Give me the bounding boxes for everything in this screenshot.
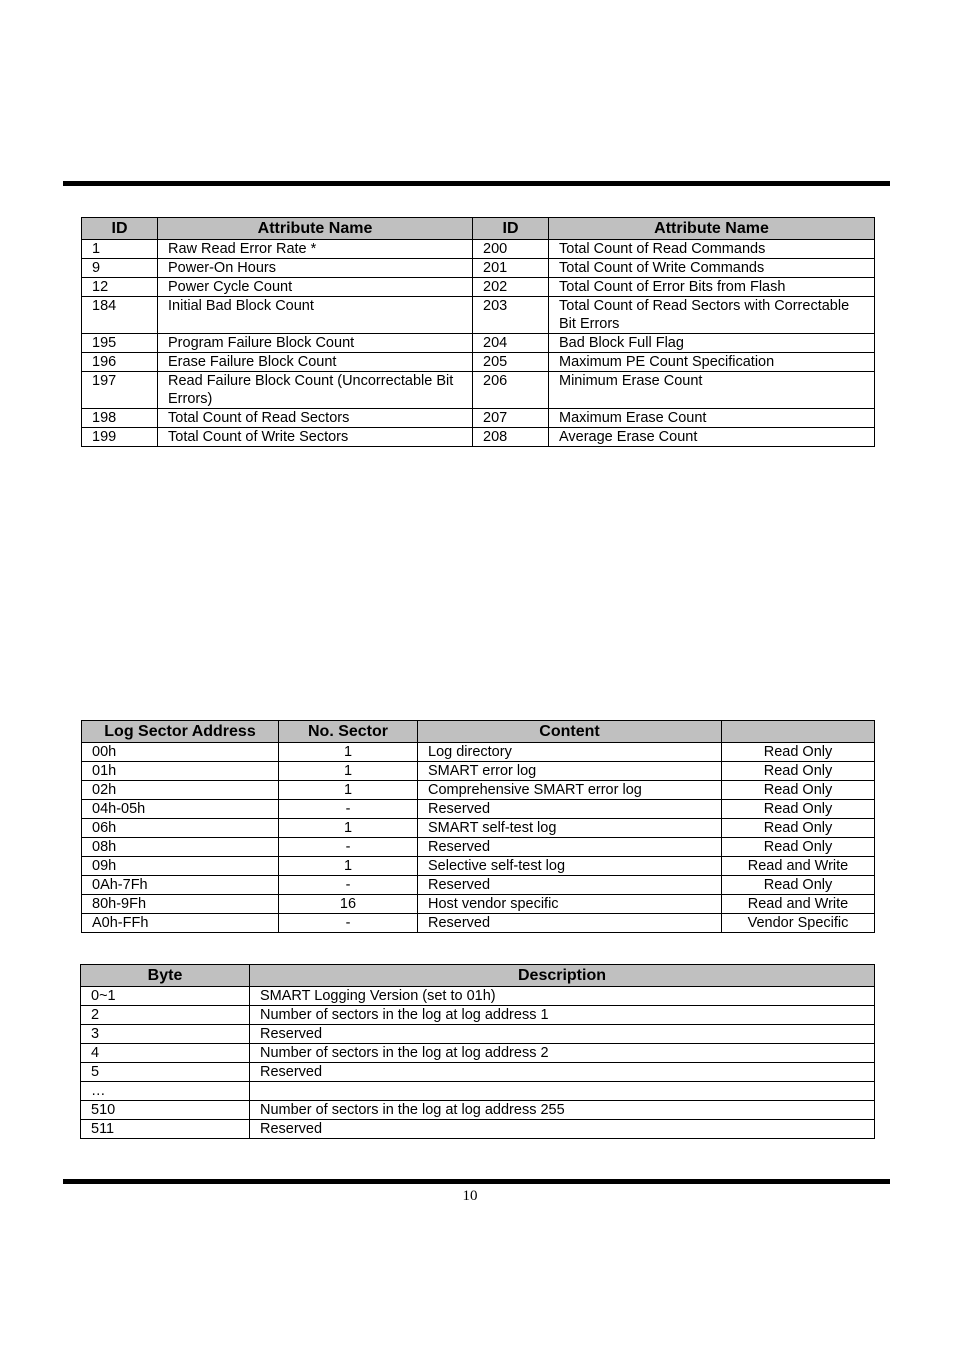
table-row <box>82 259 875 278</box>
cell-log-address: 80h-9Fh <box>82 895 279 914</box>
cell-content: Reserved <box>418 914 722 933</box>
cell-log-address: 02h <box>82 781 279 800</box>
cell-name: Maximum Erase Count <box>549 409 875 428</box>
table-row <box>81 1044 875 1063</box>
cell-log-address: 08h <box>82 838 279 857</box>
cell-no-sector: 1 <box>279 781 418 800</box>
table-row <box>82 353 875 372</box>
table-row <box>81 987 875 1006</box>
cell-name: Total Count of Read Sectors with Correctable Bit Errors <box>549 297 875 334</box>
cell-name: Average Erase Count <box>549 428 875 447</box>
cell-no-sector: 1 <box>279 819 418 838</box>
table-row <box>82 278 875 297</box>
log-address-table <box>81 720 875 933</box>
header-byte: Byte <box>81 965 250 987</box>
cell-byte: 2 <box>81 1006 250 1025</box>
cell-description: Number of sectors in the log at log address 1 <box>250 1006 875 1025</box>
log-directory-table <box>80 964 875 1139</box>
cell-no-sector: 16 <box>279 895 418 914</box>
cell-description: Number of sectors in the log at log address 255 <box>250 1101 875 1120</box>
cell-id: 12 <box>82 278 158 297</box>
cell-content: Reserved <box>418 800 722 819</box>
cell-id: 198 <box>82 409 158 428</box>
table-row <box>82 372 875 409</box>
table-row <box>81 1025 875 1044</box>
cell-log-address: 0Ah-7Fh <box>82 876 279 895</box>
table-row <box>82 240 875 259</box>
cell-name: Initial Bad Block Count <box>158 297 473 334</box>
cell-access: Read Only <box>722 800 875 819</box>
header-attribute-name: Attribute Name <box>158 218 473 240</box>
table-row <box>81 1063 875 1082</box>
header-content: Content <box>418 721 722 743</box>
table-row <box>82 743 875 762</box>
cell-no-sector: - <box>279 838 418 857</box>
cell-name: Total Count of Error Bits from Flash <box>549 278 875 297</box>
cell-id: 201 <box>473 259 549 278</box>
cell-content: Reserved <box>418 838 722 857</box>
attributes-table <box>81 217 875 447</box>
cell-id: 205 <box>473 353 549 372</box>
cell-byte: 4 <box>81 1044 250 1063</box>
cell-access: Read Only <box>722 838 875 857</box>
header-description: Description <box>250 965 875 987</box>
cell-name: Bad Block Full Flag <box>549 334 875 353</box>
cell-access: Read and Write <box>722 857 875 876</box>
cell-no-sector: - <box>279 876 418 895</box>
cell-content: Reserved <box>418 876 722 895</box>
table-row <box>82 428 875 447</box>
cell-access: Read Only <box>722 781 875 800</box>
header-attribute-name: Attribute Name <box>549 218 875 240</box>
cell-log-address: 09h <box>82 857 279 876</box>
cell-no-sector: - <box>279 800 418 819</box>
cell-no-sector: 1 <box>279 743 418 762</box>
cell-no-sector: 1 <box>279 857 418 876</box>
cell-name: Read Failure Block Count (Uncorrectable Bit Errors) <box>158 372 473 409</box>
table-row <box>82 800 875 819</box>
cell-name: Total Count of Write Commands <box>549 259 875 278</box>
table-row <box>82 297 875 334</box>
cell-id: 204 <box>473 334 549 353</box>
table-row <box>82 857 875 876</box>
cell-content: Log directory <box>418 743 722 762</box>
cell-no-sector: 1 <box>279 762 418 781</box>
cell-name: Total Count of Write Sectors <box>158 428 473 447</box>
cell-access: Read Only <box>722 762 875 781</box>
cell-description: Reserved <box>250 1063 875 1082</box>
cell-name: Total Count of Read Commands <box>549 240 875 259</box>
cell-id: 200 <box>473 240 549 259</box>
table-row <box>82 334 875 353</box>
table-row <box>82 409 875 428</box>
table-row <box>81 1101 875 1120</box>
cell-access: Vendor Specific <box>722 914 875 933</box>
cell-log-address: 00h <box>82 743 279 762</box>
cell-id: 203 <box>473 297 549 334</box>
table-row <box>81 1006 875 1025</box>
cell-byte: … <box>81 1082 250 1101</box>
table-row <box>82 895 875 914</box>
cell-name: Maximum PE Count Specification <box>549 353 875 372</box>
table-row <box>82 819 875 838</box>
header-id: ID <box>82 218 158 240</box>
table-row <box>82 838 875 857</box>
header-id: ID <box>473 218 549 240</box>
cell-id: 9 <box>82 259 158 278</box>
cell-log-address: 04h-05h <box>82 800 279 819</box>
cell-access: Read Only <box>722 876 875 895</box>
cell-id: 197 <box>82 372 158 409</box>
cell-no-sector: - <box>279 914 418 933</box>
cell-id: 184 <box>82 297 158 334</box>
cell-id: 195 <box>82 334 158 353</box>
cell-log-address: A0h-FFh <box>82 914 279 933</box>
cell-content: SMART error log <box>418 762 722 781</box>
cell-access: Read Only <box>722 819 875 838</box>
cell-description: Number of sectors in the log at log address 2 <box>250 1044 875 1063</box>
table-row <box>82 781 875 800</box>
cell-id: 196 <box>82 353 158 372</box>
table-row <box>81 1082 875 1101</box>
cell-log-address: 01h <box>82 762 279 781</box>
cell-name: Erase Failure Block Count <box>158 353 473 372</box>
log-header-row <box>82 721 875 743</box>
table-row <box>81 1120 875 1139</box>
table-row <box>82 876 875 895</box>
table-row <box>82 914 875 933</box>
table-row <box>82 762 875 781</box>
cell-content: Selective self-test log <box>418 857 722 876</box>
cell-content: SMART self-test log <box>418 819 722 838</box>
cell-name: Raw Read Error Rate * <box>158 240 473 259</box>
cell-byte: 510 <box>81 1101 250 1120</box>
header-log-sector-address: Log Sector Address <box>82 721 279 743</box>
cell-log-address: 06h <box>82 819 279 838</box>
cell-name: Program Failure Block Count <box>158 334 473 353</box>
cell-byte: 5 <box>81 1063 250 1082</box>
page-number: 10 <box>462 1188 478 1204</box>
cell-id: 199 <box>82 428 158 447</box>
cell-name: Total Count of Read Sectors <box>158 409 473 428</box>
cell-id: 206 <box>473 372 549 409</box>
bottom-rule <box>63 1179 890 1184</box>
cell-id: 202 <box>473 278 549 297</box>
top-rule <box>63 181 890 186</box>
cell-name: Power Cycle Count <box>158 278 473 297</box>
cell-name: Minimum Erase Count <box>549 372 875 409</box>
header-no-sector: No. Sector <box>279 721 418 743</box>
cell-description <box>250 1082 875 1101</box>
cell-description: SMART Logging Version (set to 01h) <box>250 987 875 1006</box>
cell-id: 1 <box>82 240 158 259</box>
cell-byte: 3 <box>81 1025 250 1044</box>
cell-id: 208 <box>473 428 549 447</box>
cell-description: Reserved <box>250 1025 875 1044</box>
cell-byte: 511 <box>81 1120 250 1139</box>
cell-byte: 0~1 <box>81 987 250 1006</box>
cell-access: Read Only <box>722 743 875 762</box>
cell-content: Comprehensive SMART error log <box>418 781 722 800</box>
cell-description: Reserved <box>250 1120 875 1139</box>
byte-header-row <box>81 965 875 987</box>
cell-access: Read and Write <box>722 895 875 914</box>
header-access <box>722 721 875 743</box>
cell-name: Power-On Hours <box>158 259 473 278</box>
cell-id: 207 <box>473 409 549 428</box>
attributes-header-row <box>82 218 875 240</box>
cell-content: Host vendor specific <box>418 895 722 914</box>
